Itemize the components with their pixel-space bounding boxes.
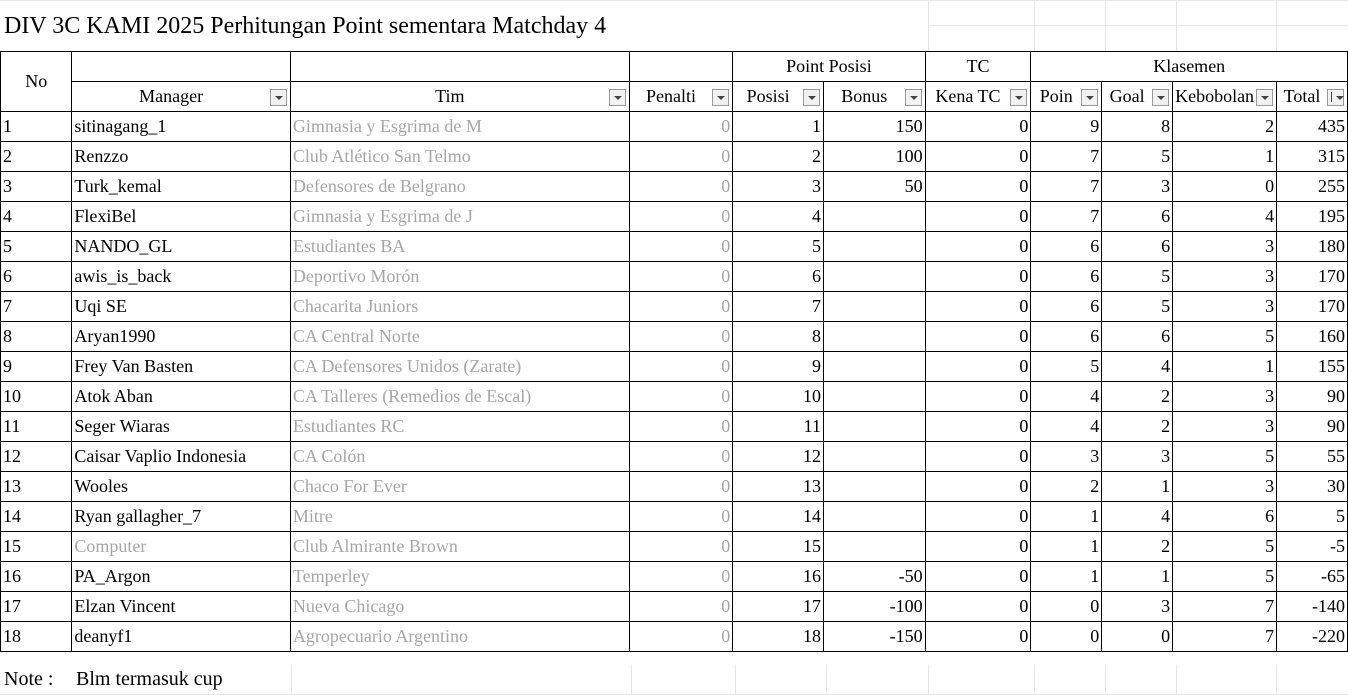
- cell-tim[interactable]: Deportivo Morón: [290, 262, 629, 292]
- cell-bonus[interactable]: -150: [823, 622, 925, 652]
- cell-kena-tc[interactable]: 0: [925, 622, 1031, 652]
- cell-poin[interactable]: 1: [1031, 562, 1102, 592]
- cell-kebobolan[interactable]: 1: [1173, 142, 1277, 172]
- cell-kebobolan[interactable]: 3: [1173, 412, 1277, 442]
- cell-posisi[interactable]: 2: [733, 142, 824, 172]
- gridline: [1034, 665, 1035, 695]
- cell-no[interactable]: 7: [1, 292, 72, 322]
- cell-posisi[interactable]: 12: [733, 442, 824, 472]
- cell-no[interactable]: 15: [1, 532, 72, 562]
- cell-bonus[interactable]: [823, 262, 925, 292]
- cell-bonus[interactable]: [823, 202, 925, 232]
- cell-bonus[interactable]: [823, 412, 925, 442]
- cell-no[interactable]: 5: [1, 232, 72, 262]
- cell-bonus[interactable]: [823, 382, 925, 412]
- cell-penalti[interactable]: 0: [629, 562, 733, 592]
- cell-penalti[interactable]: 0: [629, 262, 733, 292]
- cell-no[interactable]: 8: [1, 322, 72, 352]
- table-row: [1, 382, 1348, 412]
- cell-penalti[interactable]: 0: [629, 412, 733, 442]
- cell-goal[interactable]: 6: [1102, 232, 1173, 262]
- cell-kebobolan[interactable]: 3: [1173, 292, 1277, 322]
- cell-tim[interactable]: Defensores de Belgrano: [290, 172, 629, 202]
- gridline: [928, 25, 1348, 26]
- header-kebobolan[interactable]: [1173, 82, 1277, 112]
- gridline: [1034, 0, 1035, 51]
- cell-poin[interactable]: 4: [1031, 382, 1102, 412]
- cell-tim[interactable]: CA Defensores Unidos (Zarate): [290, 352, 629, 382]
- cell-kena-tc[interactable]: 0: [925, 472, 1031, 502]
- table-row: [1, 142, 1348, 172]
- header-label: Kena TC: [935, 86, 1001, 106]
- cell-goal[interactable]: 3: [1102, 592, 1173, 622]
- cell-tim[interactable]: Mitre: [290, 502, 629, 532]
- cell-posisi[interactable]: 18: [733, 622, 824, 652]
- cell-penalti[interactable]: 0: [629, 232, 733, 262]
- cell-goal[interactable]: 0: [1102, 622, 1173, 652]
- gridline: [1105, 0, 1106, 51]
- cell-kebobolan[interactable]: 1: [1173, 352, 1277, 382]
- cell-poin[interactable]: 6: [1031, 262, 1102, 292]
- header-label: Total: [1283, 86, 1321, 106]
- cell-tim[interactable]: CA Central Norte: [290, 322, 629, 352]
- cell-manager[interactable]: Turk_kemal: [72, 172, 290, 202]
- cell-total[interactable]: -5: [1277, 532, 1348, 562]
- cell-kena-tc[interactable]: 0: [925, 502, 1031, 532]
- note-text[interactable]: Blm termasuk cup: [76, 668, 223, 690]
- header-label: Bonus: [841, 86, 888, 106]
- cell-manager[interactable]: Uqi SE: [72, 292, 290, 322]
- cell-kebobolan[interactable]: 3: [1173, 262, 1277, 292]
- cell-kebobolan[interactable]: 6: [1173, 502, 1277, 532]
- cell-poin[interactable]: 4: [1031, 412, 1102, 442]
- gridline: [1176, 0, 1177, 51]
- cell-goal[interactable]: 5: [1102, 262, 1173, 292]
- cell-goal[interactable]: 1: [1102, 562, 1173, 592]
- cell-penalti[interactable]: 0: [629, 142, 733, 172]
- cell-kena-tc[interactable]: 0: [925, 262, 1031, 292]
- header-blank[interactable]: [629, 52, 733, 82]
- cell-kebobolan[interactable]: 2: [1173, 112, 1277, 142]
- cell-penalti[interactable]: 0: [629, 292, 733, 322]
- cell-bonus[interactable]: -100: [823, 592, 925, 622]
- filter-dropdown-icon[interactable]: [609, 89, 626, 106]
- header-row-group: [1, 52, 1348, 82]
- cell-manager[interactable]: Atok Aban: [72, 382, 290, 412]
- header-row: [1, 82, 1348, 112]
- cell-posisi[interactable]: 6: [733, 262, 824, 292]
- table-row: [1, 292, 1348, 322]
- header-label: Goal: [1109, 86, 1145, 106]
- cell-no[interactable]: 11: [1, 412, 72, 442]
- cell-penalti[interactable]: 0: [629, 502, 733, 532]
- table-row: [1, 532, 1348, 562]
- header-manager[interactable]: [72, 82, 290, 112]
- cell-goal[interactable]: 6: [1102, 202, 1173, 232]
- cell-no[interactable]: 14: [1, 502, 72, 532]
- table-row: [1, 262, 1348, 292]
- cell-manager[interactable]: Elzan Vincent: [72, 592, 290, 622]
- standings-table: [0, 51, 1348, 652]
- gridline: [1176, 665, 1177, 695]
- filter-dropdown-icon[interactable]: [712, 89, 729, 106]
- cell-total[interactable]: 160: [1277, 322, 1348, 352]
- cell-tim[interactable]: Temperley: [290, 562, 629, 592]
- cell-kebobolan[interactable]: 5: [1173, 442, 1277, 472]
- cell-manager[interactable]: awis_is_back: [72, 262, 290, 292]
- sort-descending-icon[interactable]: [1327, 89, 1344, 106]
- table-row: [1, 112, 1348, 142]
- header-total[interactable]: [1277, 82, 1348, 112]
- cell-kena-tc[interactable]: 0: [925, 292, 1031, 322]
- header-goal[interactable]: [1102, 82, 1173, 112]
- filter-dropdown-icon[interactable]: [1152, 89, 1169, 106]
- cell-goal[interactable]: 2: [1102, 412, 1173, 442]
- cell-total[interactable]: 315: [1277, 142, 1348, 172]
- cell-penalti[interactable]: 0: [629, 592, 733, 622]
- cell-tim[interactable]: Gimnasia y Esgrima de J: [290, 202, 629, 232]
- gridline: [0, 0, 1348, 1]
- table-row: [1, 592, 1348, 622]
- cell-no[interactable]: 1: [1, 112, 72, 142]
- cell-posisi[interactable]: 13: [733, 472, 824, 502]
- cell-no[interactable]: 12: [1, 442, 72, 472]
- cell-goal[interactable]: 1: [1102, 472, 1173, 502]
- filter-dropdown-icon[interactable]: [803, 89, 820, 106]
- header-penalti[interactable]: [629, 82, 733, 112]
- cell-kena-tc[interactable]: 0: [925, 442, 1031, 472]
- cell-total[interactable]: -140: [1277, 592, 1348, 622]
- cell-bonus[interactable]: [823, 442, 925, 472]
- cell-poin[interactable]: 9: [1031, 112, 1102, 142]
- header-label: Kebobolan: [1175, 86, 1255, 106]
- cell-poin[interactable]: 1: [1031, 532, 1102, 562]
- cell-total[interactable]: 170: [1277, 292, 1348, 322]
- cell-total[interactable]: -220: [1277, 622, 1348, 652]
- cell-manager[interactable]: Aryan1990: [72, 322, 290, 352]
- cell-penalti[interactable]: 0: [629, 532, 733, 562]
- cell-no[interactable]: 18: [1, 622, 72, 652]
- header-label: Tim: [435, 86, 465, 106]
- cell-poin[interactable]: 6: [1031, 232, 1102, 262]
- cell-kebobolan[interactable]: 3: [1173, 232, 1277, 262]
- cell-poin[interactable]: 0: [1031, 592, 1102, 622]
- cell-tim[interactable]: CA Colón: [290, 442, 629, 472]
- cell-kebobolan[interactable]: 4: [1173, 202, 1277, 232]
- table-row: [1, 412, 1348, 442]
- table-row: [1, 442, 1348, 472]
- header-posisi[interactable]: [733, 82, 824, 112]
- cell-bonus[interactable]: [823, 322, 925, 352]
- cell-tim[interactable]: Estudiantes BA: [290, 232, 629, 262]
- cell-kebobolan[interactable]: 0: [1173, 172, 1277, 202]
- cell-posisi[interactable]: 1: [733, 112, 824, 142]
- cell-no[interactable]: 17: [1, 592, 72, 622]
- cell-total[interactable]: 30: [1277, 472, 1348, 502]
- cell-poin[interactable]: 0: [1031, 622, 1102, 652]
- gridline: [928, 665, 929, 695]
- cell-posisi[interactable]: 4: [733, 202, 824, 232]
- cell-kena-tc[interactable]: 0: [925, 592, 1031, 622]
- cell-penalti[interactable]: 0: [629, 202, 733, 232]
- cell-posisi[interactable]: 14: [733, 502, 824, 532]
- cell-kebobolan[interactable]: 3: [1173, 382, 1277, 412]
- header-tim[interactable]: [290, 82, 629, 112]
- cell-kena-tc[interactable]: 0: [925, 322, 1031, 352]
- cell-tim[interactable]: Agropecuario Argentino: [290, 622, 629, 652]
- cell-kebobolan[interactable]: 5: [1173, 532, 1277, 562]
- gridline: [928, 0, 929, 51]
- cell-kena-tc[interactable]: 0: [925, 352, 1031, 382]
- cell-kena-tc[interactable]: 0: [925, 232, 1031, 262]
- cell-tim[interactable]: Chacarita Juniors: [290, 292, 629, 322]
- cell-tim[interactable]: Estudiantes RC: [290, 412, 629, 442]
- cell-posisi[interactable]: 11: [733, 412, 824, 442]
- filter-dropdown-icon[interactable]: [1010, 89, 1027, 106]
- filter-dropdown-icon[interactable]: [905, 89, 922, 106]
- cell-bonus[interactable]: [823, 502, 925, 532]
- gridline: [1276, 665, 1277, 695]
- cell-bonus[interactable]: [823, 232, 925, 262]
- table-row: [1, 322, 1348, 352]
- cell-bonus[interactable]: [823, 352, 925, 382]
- cell-total[interactable]: 255: [1277, 172, 1348, 202]
- cell-manager[interactable]: FlexiBel: [72, 202, 290, 232]
- cell-goal[interactable]: 2: [1102, 382, 1173, 412]
- cell-total[interactable]: 5: [1277, 502, 1348, 532]
- cell-kebobolan[interactable]: 7: [1173, 622, 1277, 652]
- cell-posisi[interactable]: 3: [733, 172, 824, 202]
- filter-dropdown-icon[interactable]: [1256, 89, 1273, 106]
- cell-no[interactable]: 10: [1, 382, 72, 412]
- cell-tim[interactable]: Chaco For Ever: [290, 472, 629, 502]
- cell-posisi[interactable]: 5: [733, 232, 824, 262]
- cell-kena-tc[interactable]: 0: [925, 562, 1031, 592]
- cell-poin[interactable]: 5: [1031, 352, 1102, 382]
- cell-penalti[interactable]: 0: [629, 112, 733, 142]
- cell-bonus[interactable]: 100: [823, 142, 925, 172]
- cell-bonus[interactable]: 50: [823, 172, 925, 202]
- cell-poin[interactable]: 7: [1031, 142, 1102, 172]
- cell-kena-tc[interactable]: 0: [925, 202, 1031, 232]
- cell-posisi[interactable]: 17: [733, 592, 824, 622]
- cell-penalti[interactable]: 0: [629, 322, 733, 352]
- cell-poin[interactable]: 7: [1031, 172, 1102, 202]
- cell-manager[interactable]: deanyf1: [72, 622, 290, 652]
- cell-poin[interactable]: 6: [1031, 322, 1102, 352]
- cell-penalti[interactable]: 0: [629, 352, 733, 382]
- cell-manager[interactable]: Renzzo: [72, 142, 290, 172]
- cell-manager[interactable]: Caisar Vaplio Indonesia: [72, 442, 290, 472]
- cell-poin[interactable]: 2: [1031, 472, 1102, 502]
- header-bonus[interactable]: [823, 82, 925, 112]
- cell-kena-tc[interactable]: 0: [925, 412, 1031, 442]
- cell-bonus[interactable]: [823, 532, 925, 562]
- cell-kena-tc[interactable]: 0: [925, 112, 1031, 142]
- cell-penalti[interactable]: 0: [629, 622, 733, 652]
- cell-no[interactable]: 16: [1, 562, 72, 592]
- header-klasemen[interactable]: Klasemen: [1031, 52, 1348, 82]
- table-row: [1, 202, 1348, 232]
- cell-total[interactable]: 55: [1277, 442, 1348, 472]
- cell-kebobolan[interactable]: 5: [1173, 322, 1277, 352]
- cell-goal[interactable]: 6: [1102, 322, 1173, 352]
- cell-goal[interactable]: 2: [1102, 532, 1173, 562]
- cell-total[interactable]: -65: [1277, 562, 1348, 592]
- cell-total[interactable]: 90: [1277, 412, 1348, 442]
- cell-posisi[interactable]: 16: [733, 562, 824, 592]
- cell-manager[interactable]: Frey Van Basten: [72, 352, 290, 382]
- cell-kena-tc[interactable]: 0: [925, 172, 1031, 202]
- cell-kena-tc[interactable]: 0: [925, 382, 1031, 412]
- gridline: [631, 665, 632, 695]
- cell-manager[interactable]: sitinagang_1: [72, 112, 290, 142]
- cell-manager[interactable]: Seger Wiaras: [72, 412, 290, 442]
- cell-goal[interactable]: 3: [1102, 442, 1173, 472]
- cell-goal[interactable]: 8: [1102, 112, 1173, 142]
- header-blank[interactable]: [72, 52, 290, 82]
- cell-goal[interactable]: 4: [1102, 352, 1173, 382]
- gridline: [735, 665, 736, 695]
- cell-total[interactable]: 180: [1277, 232, 1348, 262]
- cell-posisi[interactable]: 10: [733, 382, 824, 412]
- table-row: [1, 472, 1348, 502]
- cell-kebobolan[interactable]: 3: [1173, 472, 1277, 502]
- cell-no[interactable]: 3: [1, 172, 72, 202]
- header-label: Posisi: [746, 86, 790, 106]
- table-row: [1, 172, 1348, 202]
- header-kena-tc[interactable]: [925, 82, 1031, 112]
- cell-posisi[interactable]: 15: [733, 532, 824, 562]
- cell-poin[interactable]: 6: [1031, 292, 1102, 322]
- gridline: [826, 665, 827, 695]
- cell-posisi[interactable]: 9: [733, 352, 824, 382]
- cell-tim[interactable]: Club Almirante Brown: [290, 532, 629, 562]
- cell-posisi[interactable]: 7: [733, 292, 824, 322]
- cell-tim[interactable]: Club Atlético San Telmo: [290, 142, 629, 172]
- cell-poin[interactable]: 7: [1031, 202, 1102, 232]
- gridline: [1105, 665, 1106, 695]
- gridline: [291, 665, 292, 695]
- filter-dropdown-icon[interactable]: [270, 89, 287, 106]
- gridline: [1276, 0, 1277, 51]
- header-blank[interactable]: [290, 52, 629, 82]
- cell-manager[interactable]: PA_Argon: [72, 562, 290, 592]
- cell-no[interactable]: 6: [1, 262, 72, 292]
- cell-penalti[interactable]: 0: [629, 382, 733, 412]
- cell-kebobolan[interactable]: 5: [1173, 562, 1277, 592]
- cell-no[interactable]: 9: [1, 352, 72, 382]
- cell-penalti[interactable]: 0: [629, 442, 733, 472]
- cell-total[interactable]: 195: [1277, 202, 1348, 232]
- cell-no[interactable]: 4: [1, 202, 72, 232]
- header-poin[interactable]: [1031, 82, 1102, 112]
- header-tc[interactable]: TC: [925, 52, 1031, 82]
- header-label: Manager: [139, 86, 204, 106]
- cell-no[interactable]: 13: [1, 472, 72, 502]
- cell-tim[interactable]: Gimnasia y Esgrima de M: [290, 112, 629, 142]
- cell-bonus[interactable]: [823, 472, 925, 502]
- table-row: [1, 562, 1348, 592]
- cell-kebobolan[interactable]: 7: [1173, 592, 1277, 622]
- cell-posisi[interactable]: 8: [733, 322, 824, 352]
- header-label: Poin: [1039, 86, 1073, 106]
- header-no[interactable]: No: [1, 52, 72, 112]
- cell-goal[interactable]: 4: [1102, 502, 1173, 532]
- cell-manager[interactable]: NANDO_GL: [72, 232, 290, 262]
- filter-dropdown-icon[interactable]: [1081, 89, 1098, 106]
- cell-manager[interactable]: Ryan gallagher_7: [72, 502, 290, 532]
- cell-bonus[interactable]: 150: [823, 112, 925, 142]
- cell-manager[interactable]: Computer: [72, 532, 290, 562]
- cell-total[interactable]: 155: [1277, 352, 1348, 382]
- cell-penalti[interactable]: 0: [629, 172, 733, 202]
- cell-poin[interactable]: 1: [1031, 502, 1102, 532]
- cell-kena-tc[interactable]: 0: [925, 142, 1031, 172]
- cell-tim[interactable]: CA Talleres (Remedios de Escal): [290, 382, 629, 412]
- header-point-posisi[interactable]: Point Posisi: [733, 52, 925, 82]
- note-row: [4, 668, 223, 691]
- cell-tim[interactable]: Nueva Chicago: [290, 592, 629, 622]
- cell-total[interactable]: 170: [1277, 262, 1348, 292]
- sheet-title[interactable]: DIV 3C KAMI 2025 Perhitungan Point sementara Matchday 4: [4, 13, 607, 39]
- cell-goal[interactable]: 3: [1102, 172, 1173, 202]
- cell-total[interactable]: 90: [1277, 382, 1348, 412]
- note-label[interactable]: Note :: [4, 668, 54, 690]
- table-row: [1, 502, 1348, 532]
- cell-poin[interactable]: 3: [1031, 442, 1102, 472]
- header-label: Penalti: [645, 86, 696, 106]
- table-row: [1, 232, 1348, 262]
- cell-total[interactable]: 435: [1277, 112, 1348, 142]
- cell-goal[interactable]: 5: [1102, 142, 1173, 172]
- cell-no[interactable]: 2: [1, 142, 72, 172]
- cell-bonus[interactable]: [823, 292, 925, 322]
- table-row: [1, 622, 1348, 652]
- table-row: [1, 352, 1348, 382]
- cell-penalti[interactable]: 0: [629, 472, 733, 502]
- cell-bonus[interactable]: -50: [823, 562, 925, 592]
- cell-kena-tc[interactable]: 0: [925, 532, 1031, 562]
- cell-goal[interactable]: 5: [1102, 292, 1173, 322]
- cell-manager[interactable]: Wooles: [72, 472, 290, 502]
